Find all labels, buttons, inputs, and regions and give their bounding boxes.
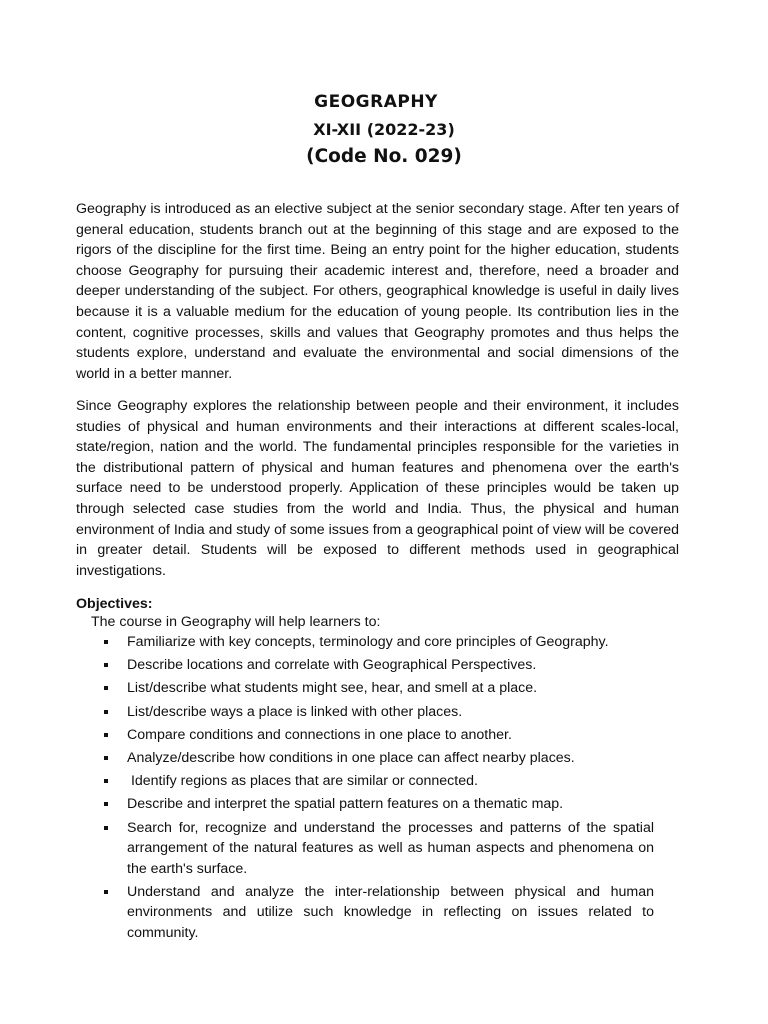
objectives-heading: Objectives: <box>76 596 153 612</box>
bullet-icon <box>104 733 108 737</box>
bullet-icon <box>104 640 108 644</box>
list-item <box>0 725 654 746</box>
objective-text: Describe and interpret the spatial pattern features on a thematic map. <box>127 796 564 813</box>
subject-title: GEOGRAPHY <box>314 92 438 112</box>
objective-text: Analyze/describe how conditions in one place can affect nearby places. <box>127 749 575 766</box>
list-item <box>0 678 654 699</box>
bullet-icon <box>104 756 108 760</box>
subject-code: (Code No. 029) <box>306 146 462 167</box>
objective-text: List/describe what students might see, hear, and smell at a place. <box>127 680 538 697</box>
objective-text: Describe locations and correlate with Geographical Perspectives. <box>127 657 537 674</box>
objective-text: Compare conditions and connections in one place to another. <box>127 726 512 743</box>
objective-text: List/describe ways a place is linked with other places. <box>127 703 463 720</box>
objective-text: Understand and analyze the inter-relationship between physical and human environments and utilize such knowledge in reflecting on issues related to community. <box>127 883 654 942</box>
list-item <box>0 748 654 769</box>
bullet-icon <box>104 710 108 714</box>
list-item <box>0 818 654 880</box>
list-item <box>0 655 654 676</box>
bullet-icon <box>104 663 108 667</box>
objective-text: Identify regions as places that are similar or connected. <box>127 773 478 790</box>
list-item <box>0 882 654 944</box>
bullet-icon <box>104 686 108 690</box>
class-range: XI-XII (2022-23) <box>313 120 455 139</box>
bullet-icon <box>104 802 108 806</box>
bullet-icon <box>104 779 108 783</box>
objective-text: Search for, recognize and understand the processes and patterns of the spatial arrangement of the natural features as well as human aspects and phenomena on the earth's surface. <box>127 819 654 877</box>
objectives-intro: The course in Geography will help learners to: <box>91 614 381 630</box>
objectives-list <box>0 632 768 946</box>
list-item <box>0 771 654 792</box>
bullet-icon <box>104 890 108 894</box>
list-item <box>0 702 654 723</box>
objective-text: Familiarize with key concepts, terminology and core principles of Geography. <box>127 634 609 650</box>
list-item <box>0 794 654 815</box>
intro-paragraph: Geography is introduced as an elective subject at the senior secondary stage. After ten years of general education, students branch out at the beginning of this stage and are exposed to the rigors of the discipline for the first time. Being an entry point for the higher education, students choose Geography for pursuing their academic interest and, therefore, need a broader and deeper understanding of the subject. For others, geographical knowledge is useful in daily lives because it is a valuable medium for the education of young people. Its contribution lies in the content, cognitive processes, skills and values that Geography promotes and thus helps the students explore, understand and evaluate the environmental and social dimensions of the world in a better manner. <box>76 201 679 382</box>
bullet-icon <box>104 826 108 830</box>
scope-paragraph: Since Geography explores the relationship between people and their environment, it includes studies of physical and human environments and their interactions at different scales-local, state/region, nation and the world. The fundamental principles responsible for the varieties in the distributional pattern of physical and human features and phenomena over the earth's surface need to be understood properly. Application of these principles would be taken up through selected case studies from the world and India. Thus, the physical and human environment of India and study of some issues from a geographical point of view will be covered in greater detail. Students will be exposed to different methods used in geographical investigations. <box>76 398 679 579</box>
list-item <box>0 632 654 653</box>
